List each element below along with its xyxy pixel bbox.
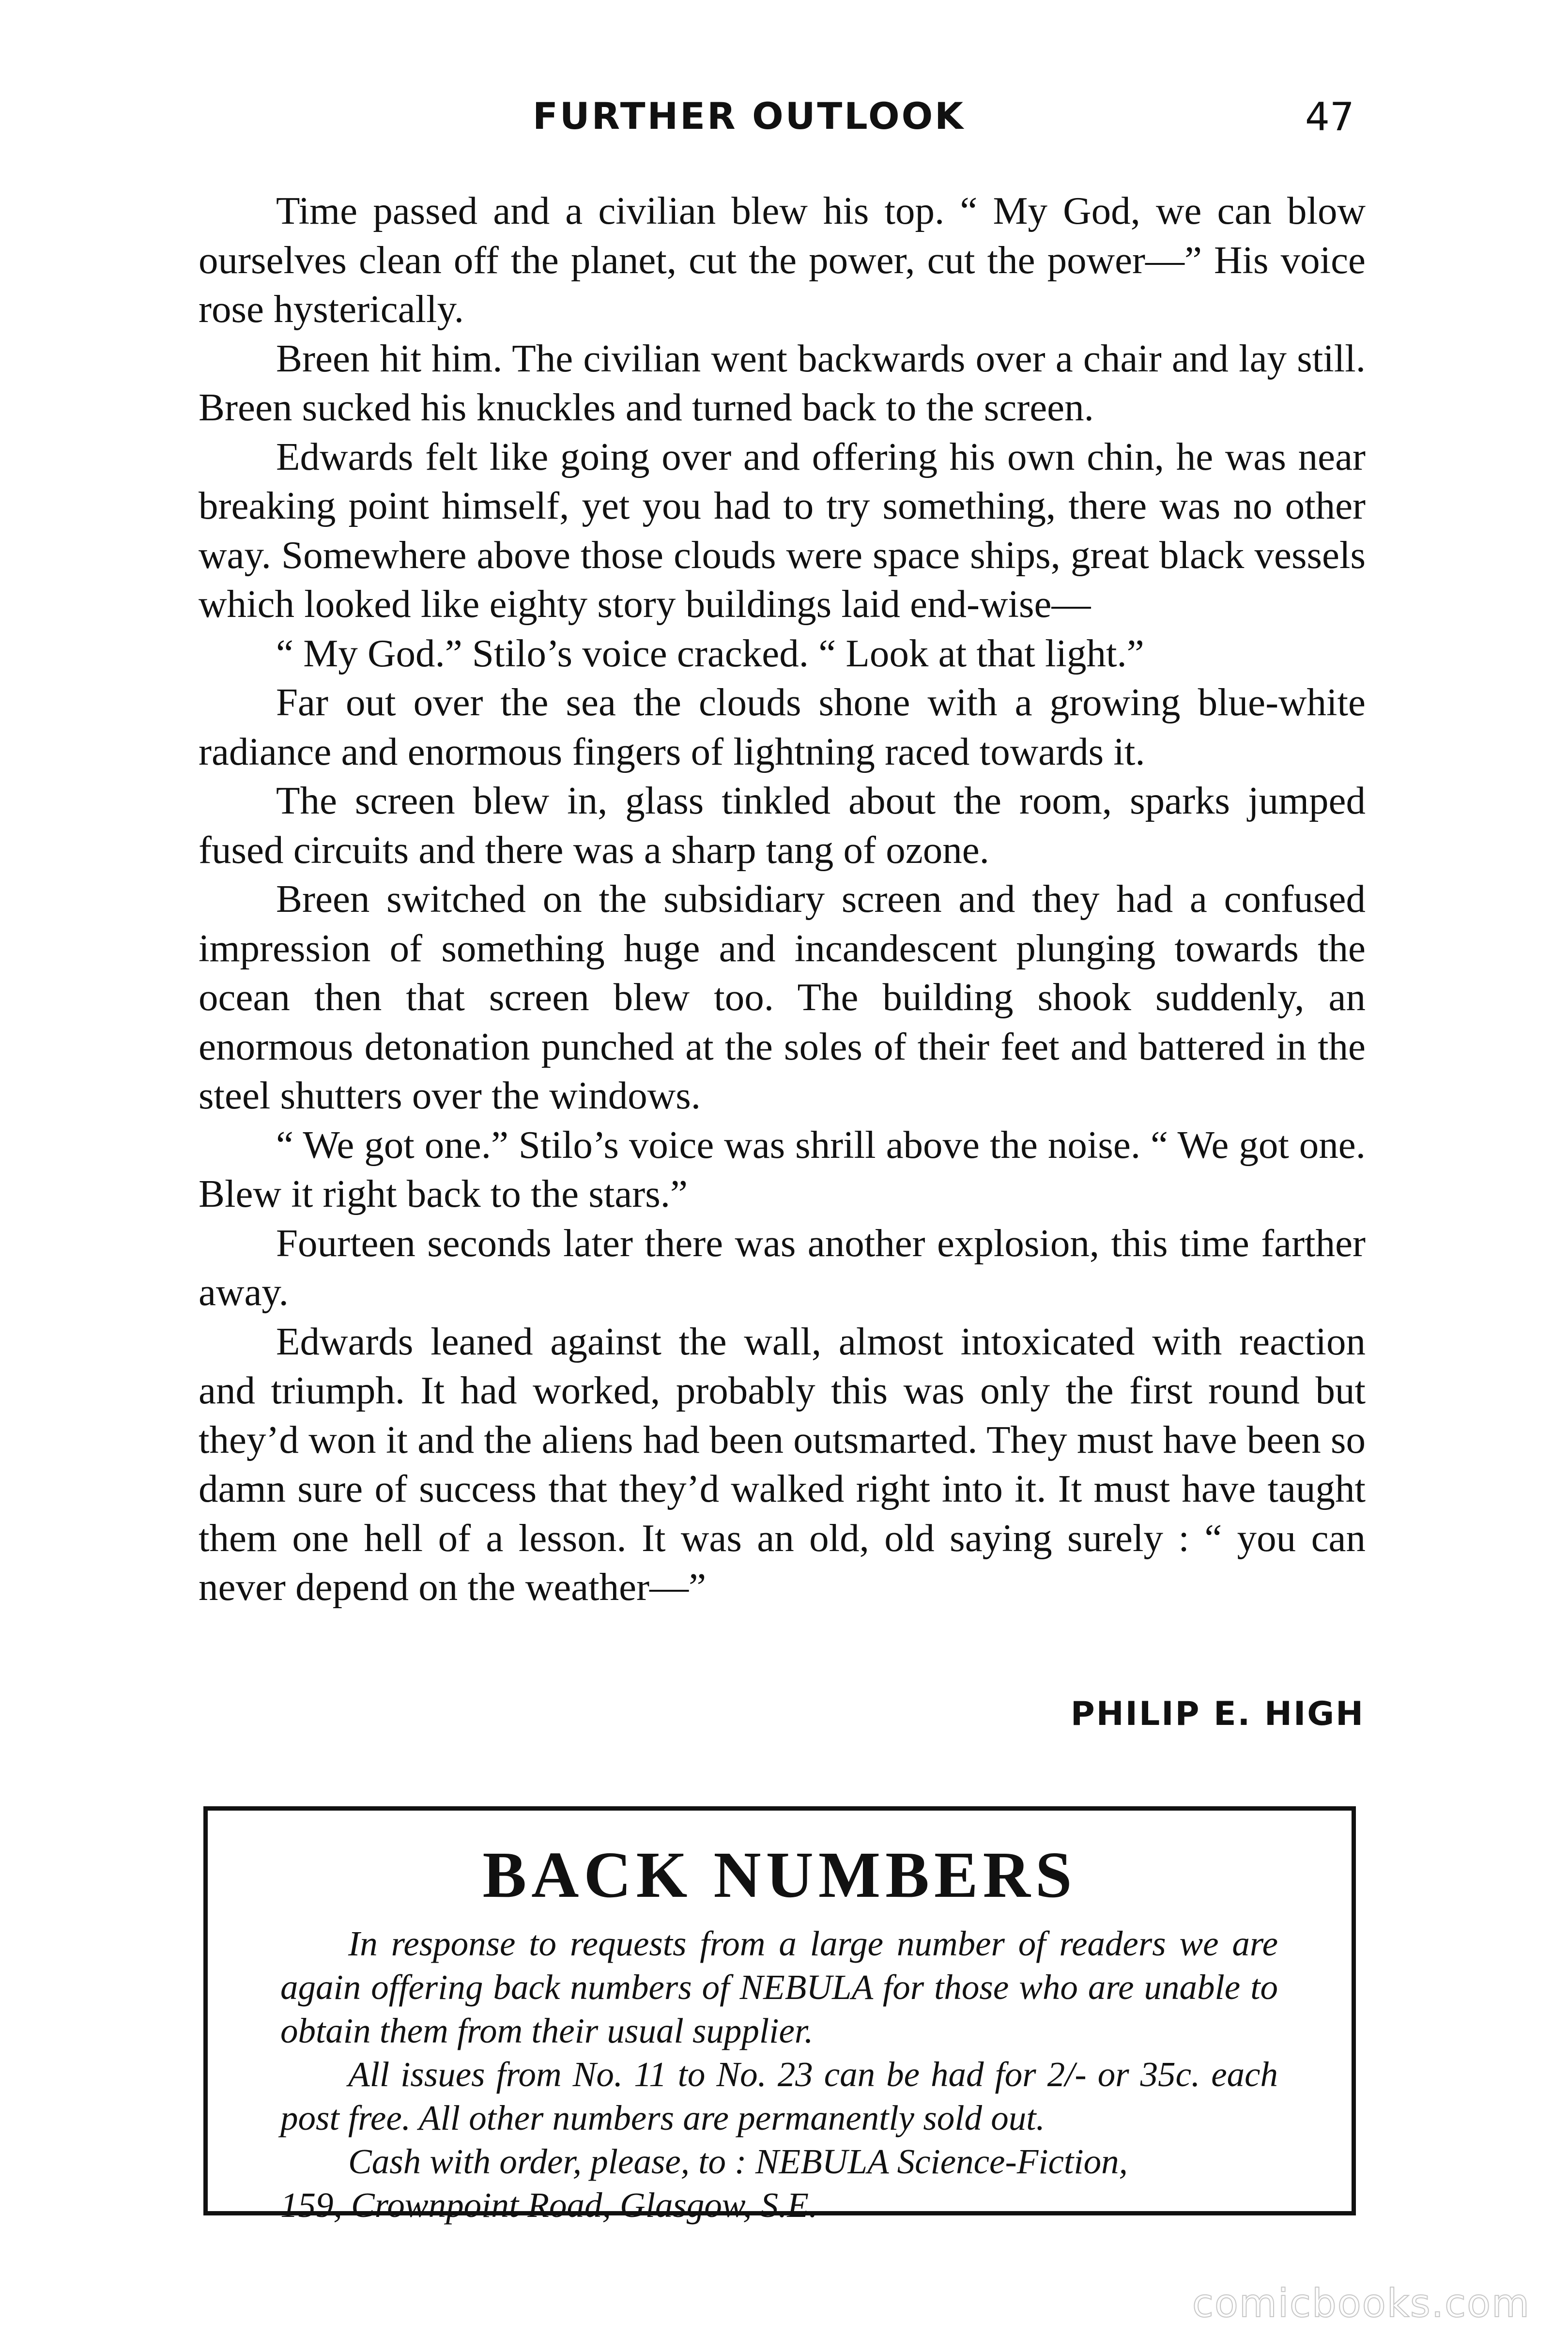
page-number: 47 [1305,94,1354,139]
site-watermark: comicbooks.com [1192,2281,1530,2326]
story-paragraph: Fourteen seconds later there was another explosion, this time farther away. [199,1221,1366,1314]
back-numbers-advert [203,1806,1356,2225]
running-title: FURTHER OUTLOOK [533,94,966,138]
story-paragraph: Breen switched on the subsidiary screen and they had a confused impression of something huge and incandescent plunging towards the ocean then that screen blew too. The building shook suddenly, an enormous detonation punched at the soles of their feet and battered in the steel shutters over the windows. [199,877,1366,1117]
advert-paragraph: In response to requests from a large number of readers we are again offering back numbers of NEBULA for those who are unable to obtain them from their usual supplier. [280,1924,1278,2050]
story-paragraph: Time passed and a civilian blew his top. “ My God, we can blow ourselves clean off the planet, cut the power, cut the power—” His voice rose hysterically. [199,189,1366,331]
author-byline: PHILIP E. HIGH [1070,1695,1365,1733]
story-paragraph: Breen hit him. The civilian went backwards over a chair and lay still. Breen sucked his knuckles and turned back to the screen. [199,336,1366,429]
story-paragraph: Edwards felt like going over and offering his own chin, he was near breaking point himself, yet you had to try something, there was no other way. Somewhere above those clouds were space ships, great black vessels which looked like eighty story buildings laid end-wise— [199,434,1366,626]
advert-body [280,1922,1278,2227]
advert-heading: BACK NUMBERS [482,1839,1077,1911]
story-paragraph: “ We got one.” Stilo’s voice was shrill above the noise. “ We got one. Blew it right back to the stars.” [199,1122,1366,1215]
advert-paragraph: Cash with order, please, to : NEBULA Science-Fiction, [348,2142,1128,2181]
story-text [199,186,1366,1612]
story-paragraph: The screen blew in, glass tinkled about the room, sparks jumped fused circuits and there was a sharp tang of ozone. [199,779,1366,872]
advert-paragraph: All issues from No. 11 to No. 23 can be had for 2/- or 35c. each post free. All other numbers are permanently sold out. [280,2055,1278,2137]
story-paragraph: “ My God.” Stilo’s voice cracked. “ Look at that light.” [276,631,1144,675]
story-paragraph: Far out over the sea the clouds shone with a growing blue-white radiance and enormous fingers of lightning raced towards it. [199,680,1366,773]
page-header [0,94,1568,153]
story-paragraph: Edwards leaned against the wall, almost intoxicated with reaction and triumph. It had worked, probably this was only the first round but they’d won it and the aliens had been outsmarted. They must have been so damn sure of success that they’d walked right into it. It must have taught them one hell of a lesson. It was an old, old saying surely : “ you can never depend on the weather—” [199,1319,1366,1609]
advert-address: 159, Crownpoint Road, Glasgow, S.E. [280,2185,818,2225]
